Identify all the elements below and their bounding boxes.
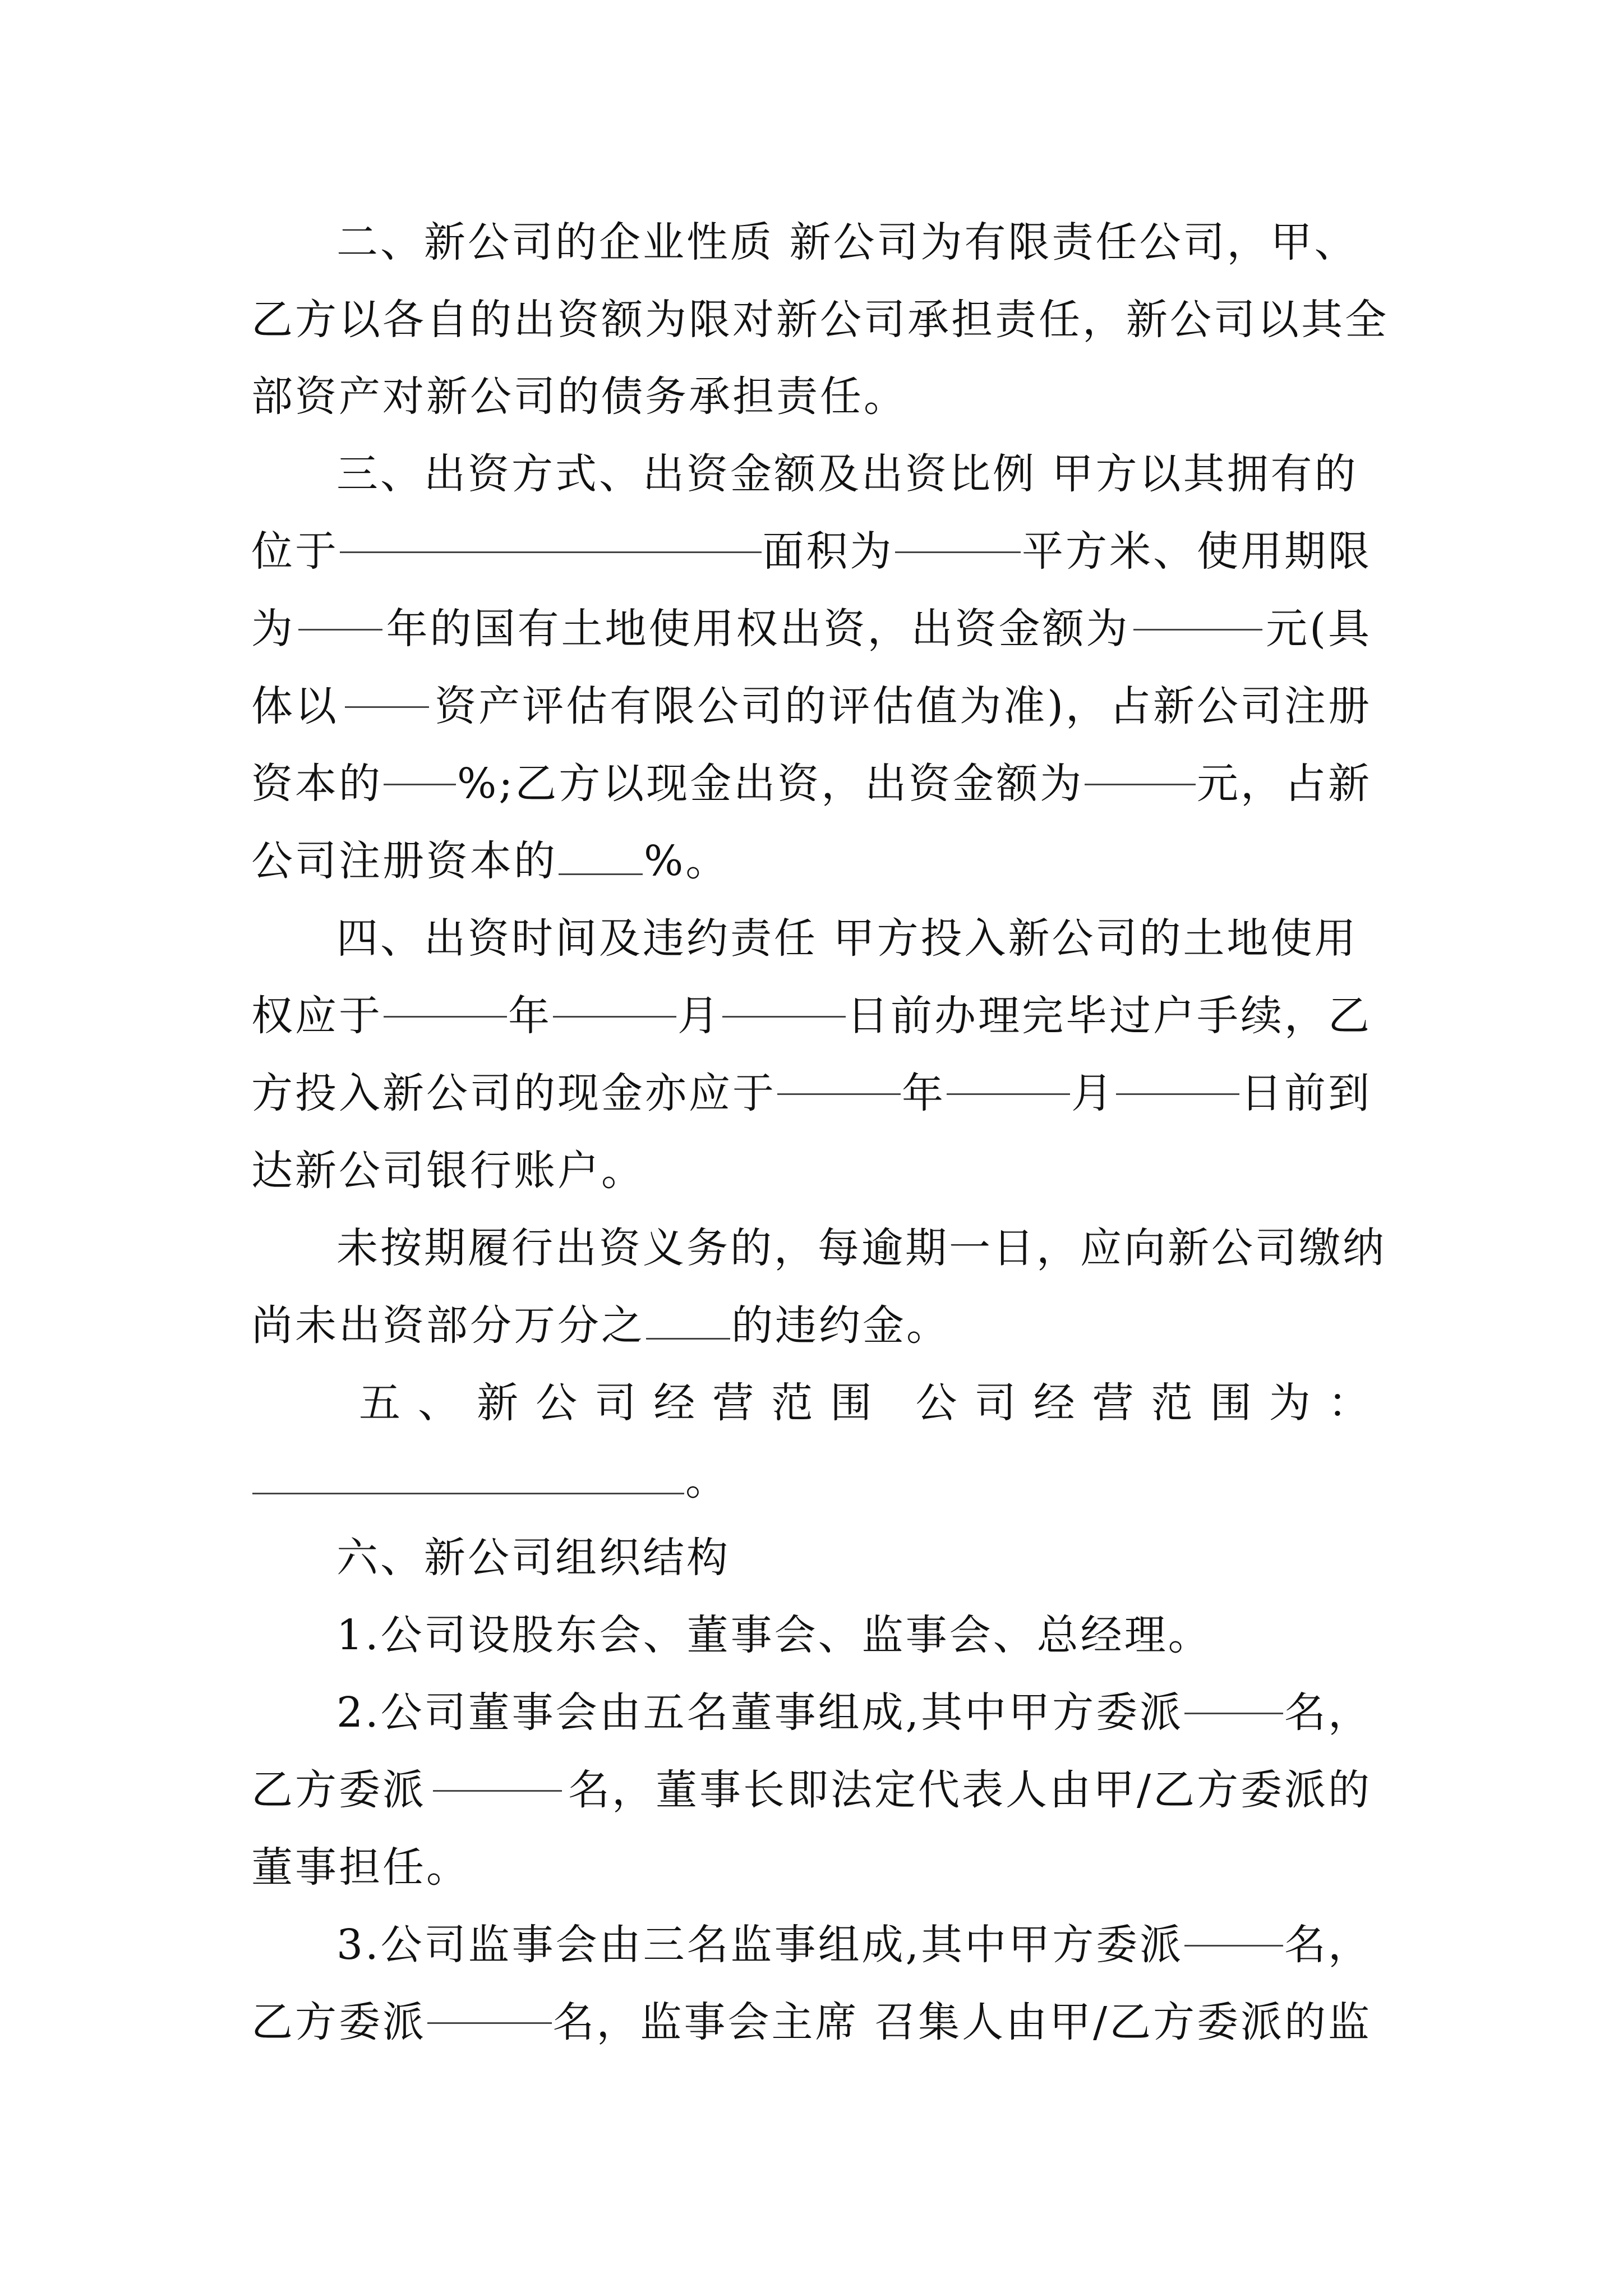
fill-in-blank	[722, 982, 846, 1018]
word-gap	[889, 1369, 900, 1437]
fill-in-blank	[1116, 1060, 1239, 1095]
spread-char: 司	[594, 1379, 639, 1427]
spread-char: 为	[1269, 1379, 1313, 1427]
text-segment: 名，监事会主席 召集人由甲/乙方委派的监	[552, 1998, 1372, 2046]
text-segment: 名，	[1284, 1688, 1372, 1737]
text-line	[251, 1756, 1372, 1824]
fill-in-blank	[553, 982, 676, 1018]
spread-char: 新	[477, 1379, 521, 1427]
spread-char: 司	[974, 1379, 1018, 1427]
text-line	[336, 905, 1457, 972]
fill-in-blank	[559, 840, 643, 875]
fill-in-blank	[947, 1060, 1070, 1095]
text-line	[251, 363, 907, 430]
text-line	[251, 827, 729, 895]
text-segment: 日前办理完毕过户手续，乙	[847, 992, 1372, 1040]
spread-char: 营	[1092, 1379, 1136, 1427]
text-line	[251, 286, 1389, 353]
text-line	[336, 1679, 1372, 1746]
fill-in-blank	[384, 982, 507, 1018]
text-line	[251, 595, 1372, 662]
text-segment: 名，董事长即法定代表人由甲/乙方委派的	[568, 1766, 1372, 1814]
text-segment: 为	[251, 605, 295, 653]
text-segment: 尚未出资部分万分之	[251, 1301, 645, 1350]
fill-in-blank	[427, 1989, 552, 2024]
text-segment: 。	[685, 1456, 729, 1504]
text-line	[336, 1602, 1212, 1669]
text-segment: 年	[902, 1069, 946, 1117]
spread-char: 、	[418, 1379, 462, 1427]
text-segment: 年的国有土地使用权出资，出资金额为	[386, 605, 1130, 653]
text-segment: 董事担任。	[251, 1843, 470, 1892]
text-segment: 位于	[251, 527, 339, 576]
text-segment: %;乙方以现金出资，出资金额为	[457, 760, 1084, 808]
fill-in-blank	[345, 673, 429, 708]
text-segment: 3.公司监事会由三名监事组成,其中甲方委派	[336, 1921, 1184, 1969]
text-segment: 月	[1071, 1069, 1115, 1117]
spread-char: 经	[1033, 1379, 1077, 1427]
fill-in-blank	[777, 1060, 901, 1095]
text-line	[251, 1292, 950, 1359]
text-segment: 权应于	[251, 992, 382, 1040]
text-segment: 三、出资方式、出资金额及出资比例 甲方以其拥有的	[336, 450, 1358, 498]
spread-char: 经	[653, 1379, 698, 1427]
fill-in-blank	[298, 595, 382, 631]
text-segment: 2.公司董事会由五名董事组成,其中甲方委派	[336, 1688, 1184, 1737]
text-segment: 元(具	[1266, 605, 1372, 653]
text-line	[336, 1524, 730, 1591]
text-line	[336, 440, 1457, 508]
fill-in-blank	[1085, 750, 1196, 785]
text-segment: 平方米、使用期限	[1022, 527, 1372, 576]
text-segment: 体以	[251, 682, 339, 730]
text-segment: 年	[508, 992, 552, 1040]
text-line	[251, 982, 1372, 1050]
text-line	[251, 1060, 1372, 1127]
text-line	[359, 1369, 1372, 1437]
text-segment: 1.公司设股东会、董事会、监事会、总经理。	[336, 1611, 1212, 1659]
text-segment: 乙方委派	[251, 1998, 426, 2046]
spread-char: 公	[915, 1379, 960, 1427]
text-line	[251, 1989, 1372, 2056]
text-segment: 资本的	[251, 760, 382, 808]
spread-char: 围	[830, 1379, 874, 1427]
fill-in-blank	[433, 1756, 562, 1792]
text-segment: 未按期履行出资义务的，每逾期一日，应向新公司缴纳	[336, 1224, 1386, 1272]
fill-in-blank	[1184, 1911, 1283, 1947]
text-segment: 六、新公司组织结构	[336, 1534, 730, 1582]
text-segment: 的违约金。	[731, 1301, 950, 1350]
spread-char: ：	[1327, 1379, 1372, 1427]
spread-char: 围	[1210, 1379, 1254, 1427]
fill-in-blank	[1184, 1679, 1283, 1714]
spread-char: 范	[771, 1379, 815, 1427]
spread-char: 公	[536, 1379, 580, 1427]
text-line	[336, 1214, 1457, 1282]
text-segment: 方投入新公司的现金亦应于	[251, 1069, 776, 1117]
fill-in-blank	[1133, 595, 1262, 631]
text-segment: 资产评估有限公司的评估值为准)，占新公司注册	[435, 682, 1372, 730]
text-segment: 元，占新	[1197, 760, 1372, 808]
text-line	[251, 673, 1372, 740]
text-segment: 四、出资时间及违约责任 甲方投入新公司的土地使用	[336, 914, 1358, 963]
spread-char: 五	[359, 1379, 403, 1427]
text-segment: %。	[644, 837, 730, 885]
text-segment: 部资产对新公司的债务承担责任。	[251, 372, 907, 421]
fill-in-blank	[646, 1304, 730, 1340]
text-segment: 名，	[1284, 1921, 1372, 1969]
spread-char: 范	[1151, 1379, 1195, 1427]
fill-in-blank	[340, 518, 762, 553]
text-segment: 月	[677, 992, 721, 1040]
text-line	[251, 750, 1372, 817]
text-line	[251, 518, 1372, 585]
text-segment: 乙方以各自的出资额为限对新公司承担责任，新公司以其全	[251, 296, 1389, 344]
text-line	[251, 1447, 729, 1514]
text-segment: 乙方委派	[251, 1766, 426, 1814]
text-line	[336, 1911, 1372, 1978]
fill-in-blank	[895, 518, 1021, 553]
text-line	[251, 1137, 645, 1204]
text-segment: 日前到	[1241, 1069, 1372, 1117]
fill-in-blank	[252, 1459, 684, 1494]
text-segment: 面积为	[762, 527, 894, 576]
spread-char: 营	[712, 1379, 757, 1427]
text-segment: 二、新公司的企业性质 新公司为有限责任公司，甲、	[336, 218, 1358, 266]
text-segment: 公司注册资本的	[251, 837, 557, 885]
fill-in-blank	[384, 750, 456, 785]
text-segment: 达新公司银行账户。	[251, 1147, 645, 1195]
text-line	[336, 209, 1457, 276]
text-line	[251, 1834, 470, 1901]
